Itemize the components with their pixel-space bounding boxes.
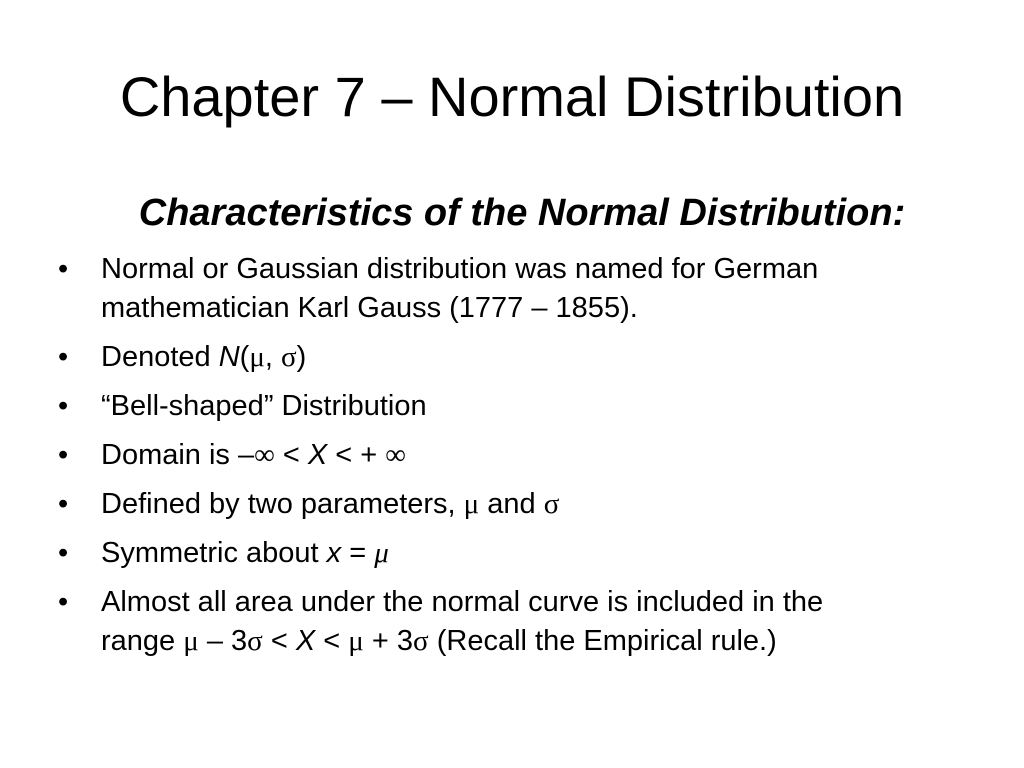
paren-open: (: [239, 341, 250, 373]
comma: ,: [264, 341, 282, 373]
x-variable: x: [326, 537, 342, 569]
bullet-text-line-1: Almost all area under the normal curve is included in the: [101, 586, 824, 618]
bullet-text: Domain is –: [101, 439, 255, 471]
infinity-symbol: ∞: [254, 439, 275, 471]
bullet-text: “Bell-shaped” Distribution: [101, 390, 427, 422]
mu-symbol: μ: [348, 625, 364, 657]
mu-symbol: μ: [374, 537, 389, 569]
mu-symbol: μ: [249, 341, 265, 373]
bullet-text-line-2: mathematician Karl Gauss (1777 – 1855).: [101, 292, 638, 324]
sigma-symbol: σ: [543, 488, 560, 520]
less-than: <: [262, 625, 296, 657]
bullet-marker: •: [58, 439, 69, 471]
sigma-symbol: σ: [281, 341, 297, 373]
bullet-symmetric: [58, 534, 978, 573]
equals: =: [341, 537, 375, 569]
mu-symbol: μ: [183, 625, 199, 657]
bullet-text: Defined by two parameters,: [101, 488, 464, 520]
range-text: range: [101, 625, 184, 657]
recall-text: (Recall the Empirical rule.): [428, 625, 777, 657]
bullet-bell-shaped: [58, 387, 978, 426]
bullet-area: [58, 583, 978, 661]
bullet-domain: [58, 436, 978, 475]
bullet-gauss-origin: [58, 250, 978, 328]
slide-subtitle: Characteristics of the Normal Distribution:: [138, 192, 906, 234]
mu-symbol: μ: [463, 488, 480, 520]
bullet-denoted: [58, 338, 978, 377]
bullet-parameters: [58, 485, 978, 524]
bullet-text: Denoted: [101, 341, 219, 373]
bullet-marker: •: [58, 341, 69, 373]
bullet-marker: •: [58, 488, 69, 520]
less-than: <: [315, 625, 349, 657]
bullet-list: [58, 250, 978, 671]
bullet-marker: •: [58, 253, 69, 285]
bullet-marker: •: [58, 390, 69, 422]
n-symbol: N: [218, 341, 240, 373]
minus-three: – 3: [198, 625, 248, 657]
sigma-symbol: σ: [413, 625, 429, 657]
infinity-symbol: ∞: [385, 439, 406, 471]
x-variable: X: [307, 439, 328, 471]
sigma-symbol: σ: [247, 625, 263, 657]
x-variable: X: [295, 625, 316, 657]
bullet-text-line-1: Normal or Gaussian distribution was named for German: [101, 253, 819, 285]
bullet-marker: •: [58, 586, 69, 618]
bullet-marker: •: [58, 537, 69, 569]
bullet-text: Symmetric about: [101, 537, 327, 569]
and-text: and: [479, 488, 544, 520]
paren-close: ): [296, 341, 307, 373]
less-than: <: [274, 439, 308, 471]
plus-three: + 3: [363, 625, 414, 657]
slide-title: Chapter 7 – Normal Distribution: [119, 65, 905, 128]
less-than-plus: < +: [327, 439, 386, 471]
